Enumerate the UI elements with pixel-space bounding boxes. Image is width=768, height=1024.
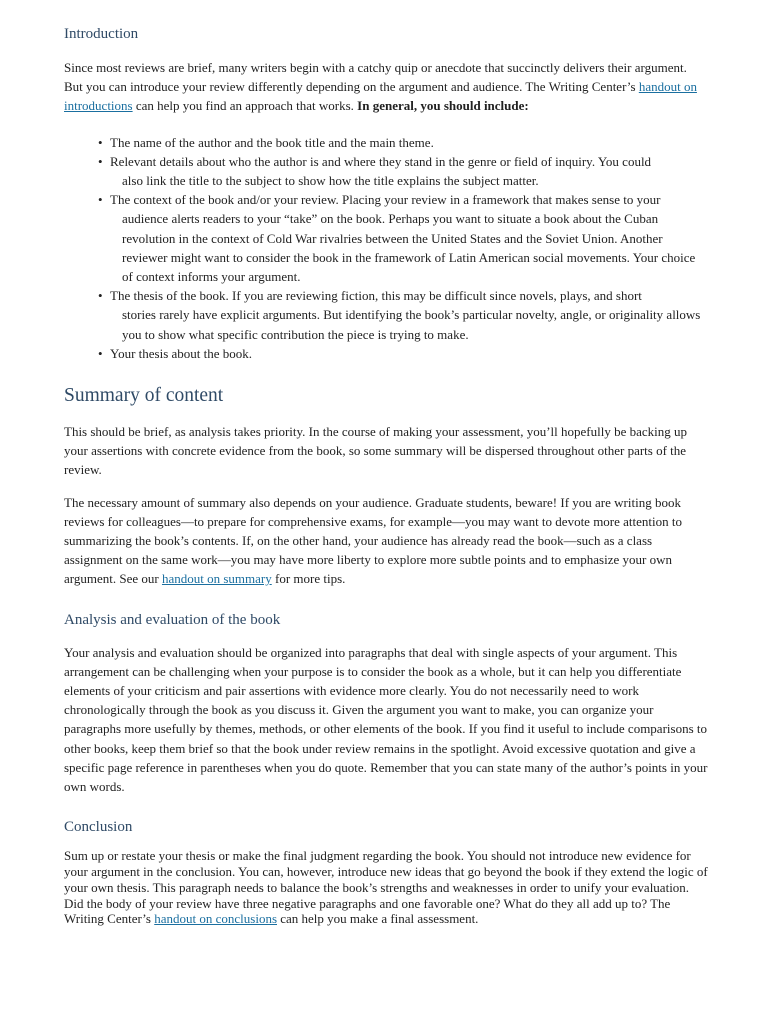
list-item-text: Relevant details about who the author is and where they stand in the genre or field of inquiry. You could xyxy=(110,153,652,169)
list-item-text: The name of the author and the book title and the main theme. xyxy=(110,134,434,150)
list-item-text: The thesis of the book. If you are reviewing fiction, this may be difficult since novels, plays, and short xyxy=(110,288,642,304)
list-item-continuation: also link the title to the subject to show how the title explains the subject matter. xyxy=(122,173,539,189)
include-list xyxy=(64,133,708,363)
list-item xyxy=(98,344,708,363)
conclusion-paragraph xyxy=(64,848,708,927)
list-item-text: The context of the book and/or your review. Placing your review in a framework that makes sense to your xyxy=(110,192,661,208)
list-item xyxy=(98,286,708,344)
handout-summary-link[interactable]: handout on summary xyxy=(161,571,272,587)
conclusion-text-1: Sum up or restate your thesis or make the final judgment regarding the book. You should not introduce new evidence for your argument in the conclusion. You can, however, introduce new ideas that go beyond the book if they extend the logic of your own thesis. This paragraph needs to balance the book’s strengths and weaknesses in order to unify your evaluation. Did the body of your review have three negative paragraphs and one favorable one? What do they all add up to? The Writing Center’s xyxy=(64,848,708,927)
analysis-paragraph: Your analysis and evaluation should be organized into paragraphs that deal with single aspects of your argument. This arrangement can be challenging when your purpose is to consider the book as a whole, but it can help you differentiate elements of your criticism and pair assertions with evidence more clearly. You do not necessarily need to work chronologically through the book as you discuss it. Given the argument you want to make, you can organize your paragraphs more usefully by themes, methods, or other elements of the book. If you find it useful to include comparisons to other books, keep them brief so that the book under review remains in the spotlight. Avoid excessive quotation and give a specific page reference in parentheses when you do quote. Remember that you can state many of the author’s points in your own words. xyxy=(64,644,708,795)
summary-paragraph-1: This should be brief, as analysis takes priority. In the course of making your assessment, you’ll hopefully be backing up your assertions with concrete evidence from the book, so some summary will be dispersed throughout other parts of the review. xyxy=(64,424,688,478)
list-item-text: Your thesis about the book. xyxy=(110,345,253,361)
intro-bold-text: In general, you should include: xyxy=(357,98,529,114)
analysis-heading: Analysis and evaluation of the book xyxy=(64,611,281,628)
list-item-continuation: stories rarely have explicit arguments. But identifying the book’s particular novelty, angle, or originality allows you to show what specific contribution the piece is trying to make. xyxy=(122,307,701,342)
list-item xyxy=(98,152,708,190)
conclusion-text-2: can help you make a final assessment. xyxy=(277,911,479,927)
introduction-heading: Introduction xyxy=(64,26,139,42)
bullet-icon: • xyxy=(98,288,103,304)
intro-text-1: Since most reviews are brief, many writers begin with a catchy quip or anecdote that succinctly delivers their argument. But you can introduce your review differently depending on the argument and audience. The Writing Center’s xyxy=(64,60,687,95)
intro-text-2: can help you find an approach that works. xyxy=(132,98,358,114)
introduction-paragraph xyxy=(64,58,708,116)
bullet-icon: • xyxy=(98,192,103,208)
summary-text-1: The necessary amount of summary also depends on your audience. Graduate students, beware! If you are writing book reviews for colleagues—to prepare for comprehensive exams, for example—you may want to devote more attention to summarizing the book’s contents. If, on the other hand, your audience has already read the book—such as a class assignment on the same work—you may have more liberty to explore more subtle points and to emphasize your own argument. See our xyxy=(64,494,683,587)
summary-text-2: for more tips. xyxy=(271,571,346,587)
handout-introductions-link[interactable]: handout on introductions xyxy=(64,79,697,114)
handout-conclusions-link[interactable]: handout on conclusions xyxy=(154,911,277,927)
bullet-icon: • xyxy=(98,153,103,169)
list-item xyxy=(98,133,708,152)
conclusion-heading: Conclusion xyxy=(64,819,133,836)
bullet-icon: • xyxy=(98,134,103,150)
list-item xyxy=(98,190,708,286)
list-item-continuation: audience alerts readers to your “take” on the book. Perhaps you want to situate a book about the Cuban revolution in the context of Cold War rivalries between the United States and the Soviet Union. Another reviewer might want to consider the book in the framework of Latin American social movements. Your choice of context informs your argument. xyxy=(122,211,696,285)
summary-heading: Summary of content xyxy=(64,385,224,407)
bullet-icon: • xyxy=(98,345,103,361)
summary-paragraph-2 xyxy=(64,493,708,589)
